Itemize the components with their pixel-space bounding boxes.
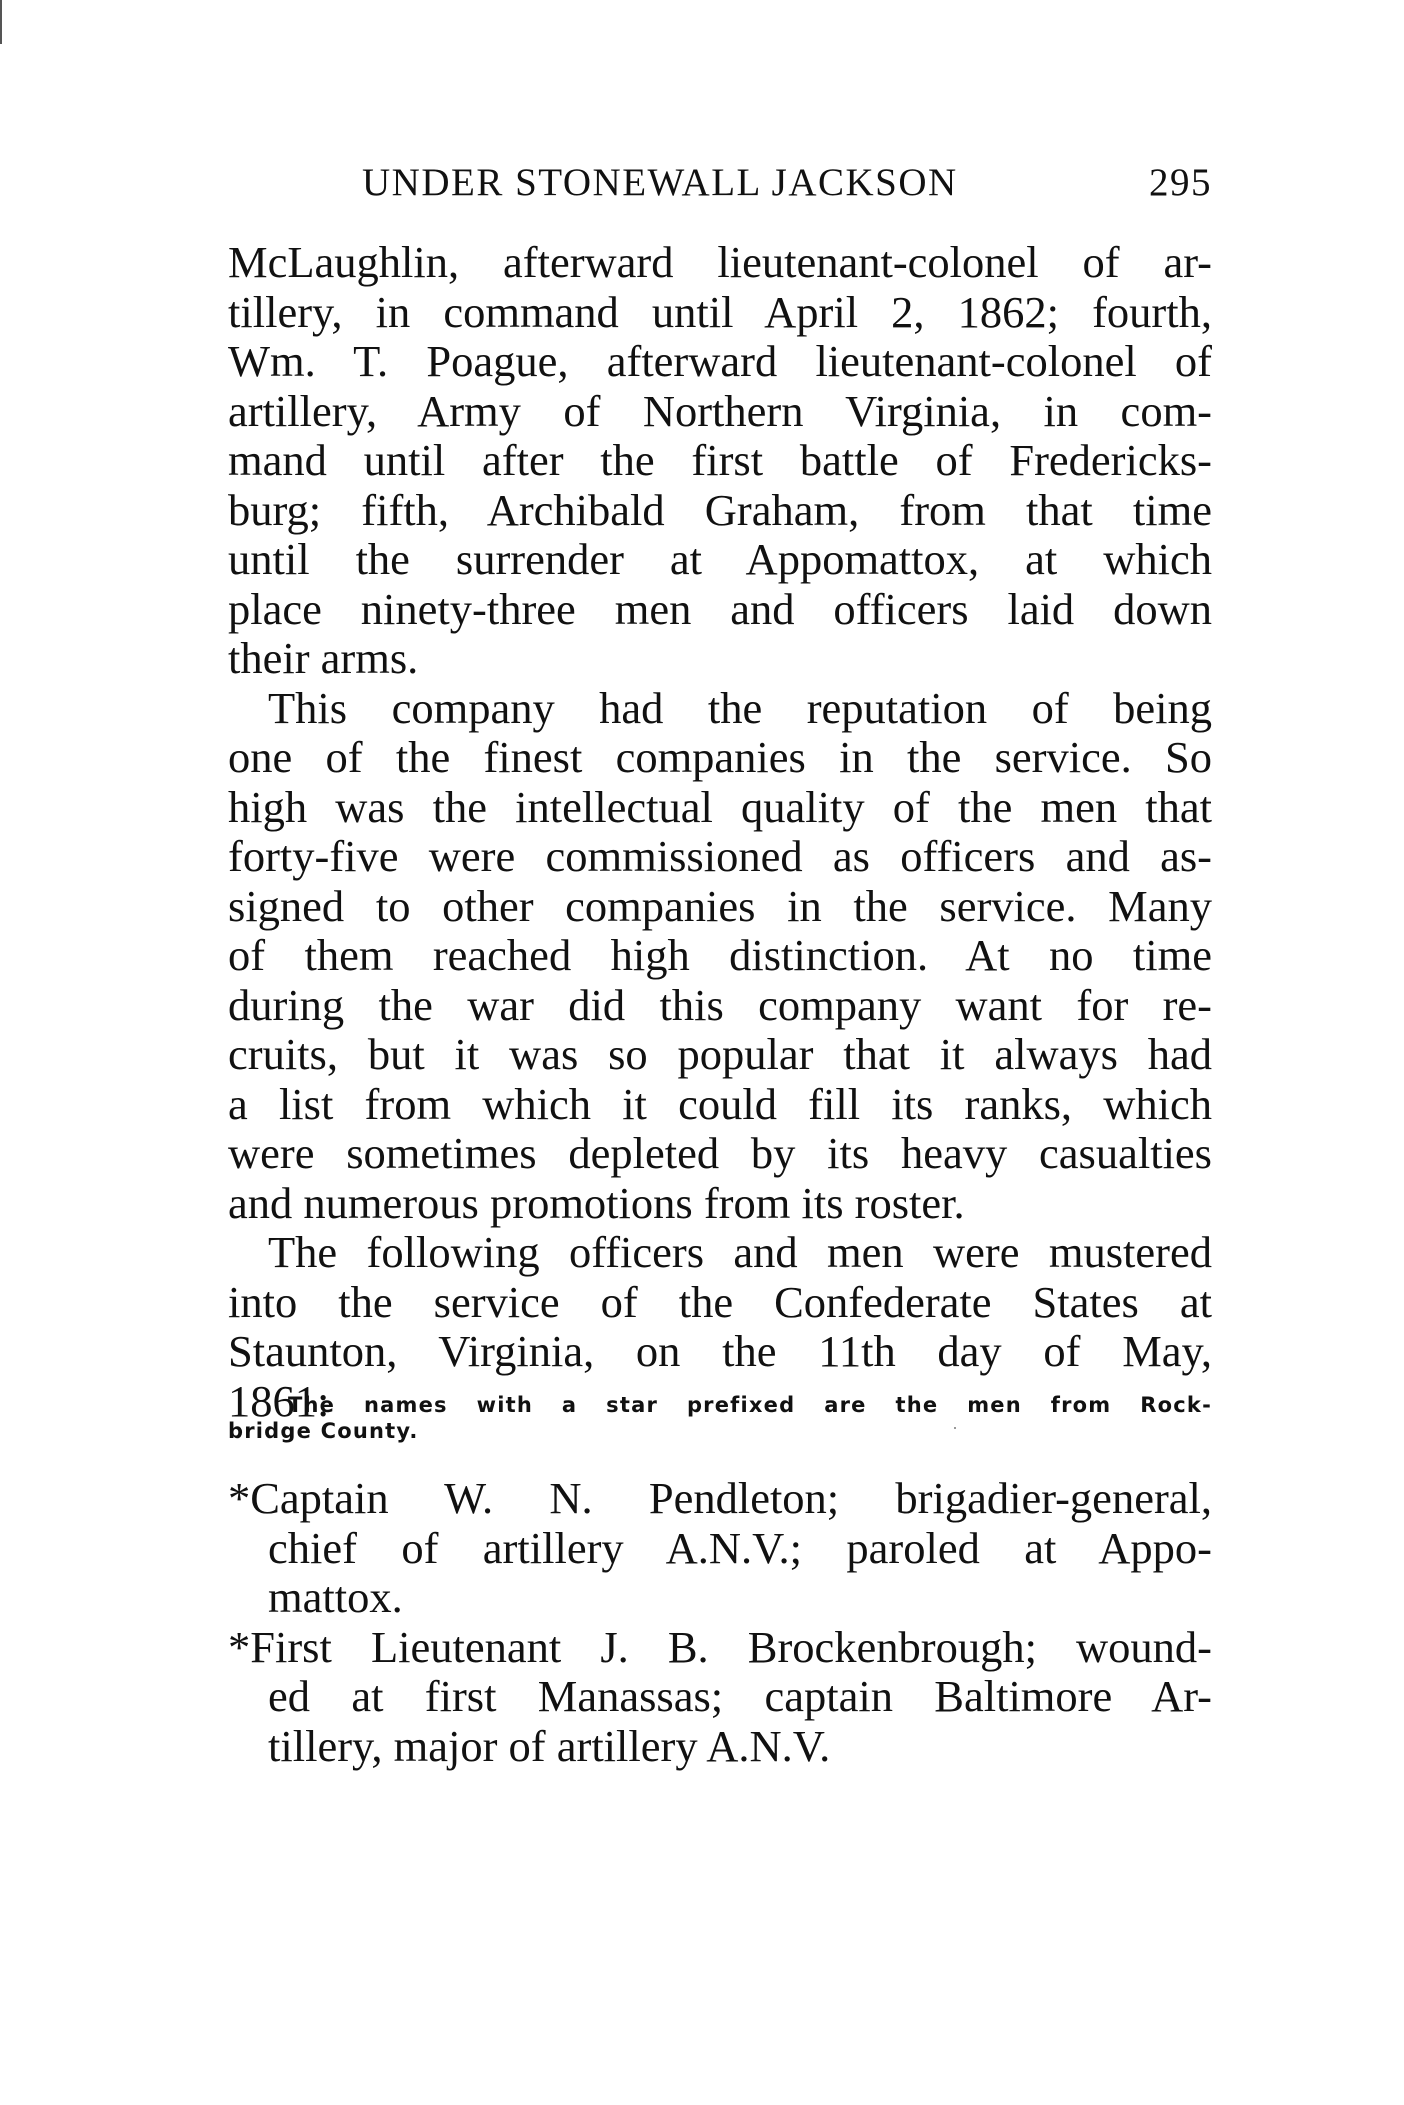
text-line: ed at first Manassas; captain Baltimore Ar-	[268, 1671, 1212, 1721]
text-line: their arms.	[228, 633, 419, 683]
running-head-title: UNDER STONEWALL JACKSON	[362, 161, 958, 204]
text-line: and numerous promotions from its roster.	[228, 1177, 965, 1228]
paragraph-reputation	[228, 684, 1212, 1229]
text-line: one of the finest companies in the service. So	[228, 732, 1212, 782]
text-line: until the surrender at Appomattox, at which	[228, 534, 1212, 584]
text-line: This company had the reputation of being	[268, 682, 1212, 733]
text-line: forty-five were commissioned as officers and as-	[228, 831, 1212, 881]
text-line: Wm. T. Poague, afterward lieutenant-colonel of	[228, 336, 1212, 386]
footnote-line: The names with a star prefixed are the men from Rock-	[288, 1393, 1212, 1417]
roster-entry	[228, 1623, 1212, 1772]
text-line: chief of artillery A.N.V.; paroled at Appo-	[268, 1522, 1212, 1573]
scan-speck	[954, 1427, 956, 1429]
text-line: of them reached high distinction. At no time	[228, 930, 1212, 980]
footnote	[228, 1392, 1212, 1444]
paragraph-continuation	[228, 238, 1212, 684]
text-line: tillery, in command until April 2, 1862; fourth,	[228, 286, 1212, 337]
text-line: *Captain W. N. Pendleton; brigadier-general,	[228, 1473, 1212, 1523]
text-line: 1861:	[228, 1375, 330, 1426]
text-line: mand until after the first battle of Fredericks-	[228, 435, 1212, 485]
roster-list	[228, 1474, 1212, 1771]
text-line: Staunton, Virginia, on the 11th day of May,	[228, 1326, 1212, 1376]
text-line: high was the intellectual quality of the men that	[228, 781, 1212, 832]
text-line: McLaughlin, afterward lieutenant-colonel of ar-	[228, 237, 1212, 287]
text-line: signed to other companies in the service. Many	[228, 880, 1212, 931]
text-line: during the war did this company want for re-	[228, 979, 1212, 1030]
running-head	[362, 160, 1212, 216]
text-line: into the service of the Confederate States at	[228, 1276, 1212, 1327]
roster-entry	[228, 1474, 1212, 1623]
text-line: tillery, major of artillery A.N.V.	[268, 1720, 831, 1771]
text-line: were sometimes depleted by its heavy casualties	[228, 1128, 1212, 1178]
text-line: mattox.	[268, 1572, 403, 1622]
text-line: burg; fifth, Archibald Graham, from that time	[228, 484, 1212, 535]
footnote-line: bridge County.	[228, 1419, 419, 1443]
text-line: cruits, but it was so popular that it always had	[228, 1029, 1212, 1079]
text-line: place ninety-three men and officers laid down	[228, 583, 1212, 634]
text-line: *First Lieutenant J. B. Brockenbrough; wound-	[228, 1621, 1212, 1672]
text-line: a list from which it could fill its ranks, which	[228, 1078, 1212, 1129]
scan-edge-mark	[0, 0, 2, 44]
body-text	[228, 238, 1212, 1771]
text-line: The following officers and men were mustered	[268, 1227, 1212, 1277]
page-number: 295	[1149, 161, 1212, 204]
text-line: artillery, Army of Northern Virginia, in com-	[228, 385, 1212, 436]
